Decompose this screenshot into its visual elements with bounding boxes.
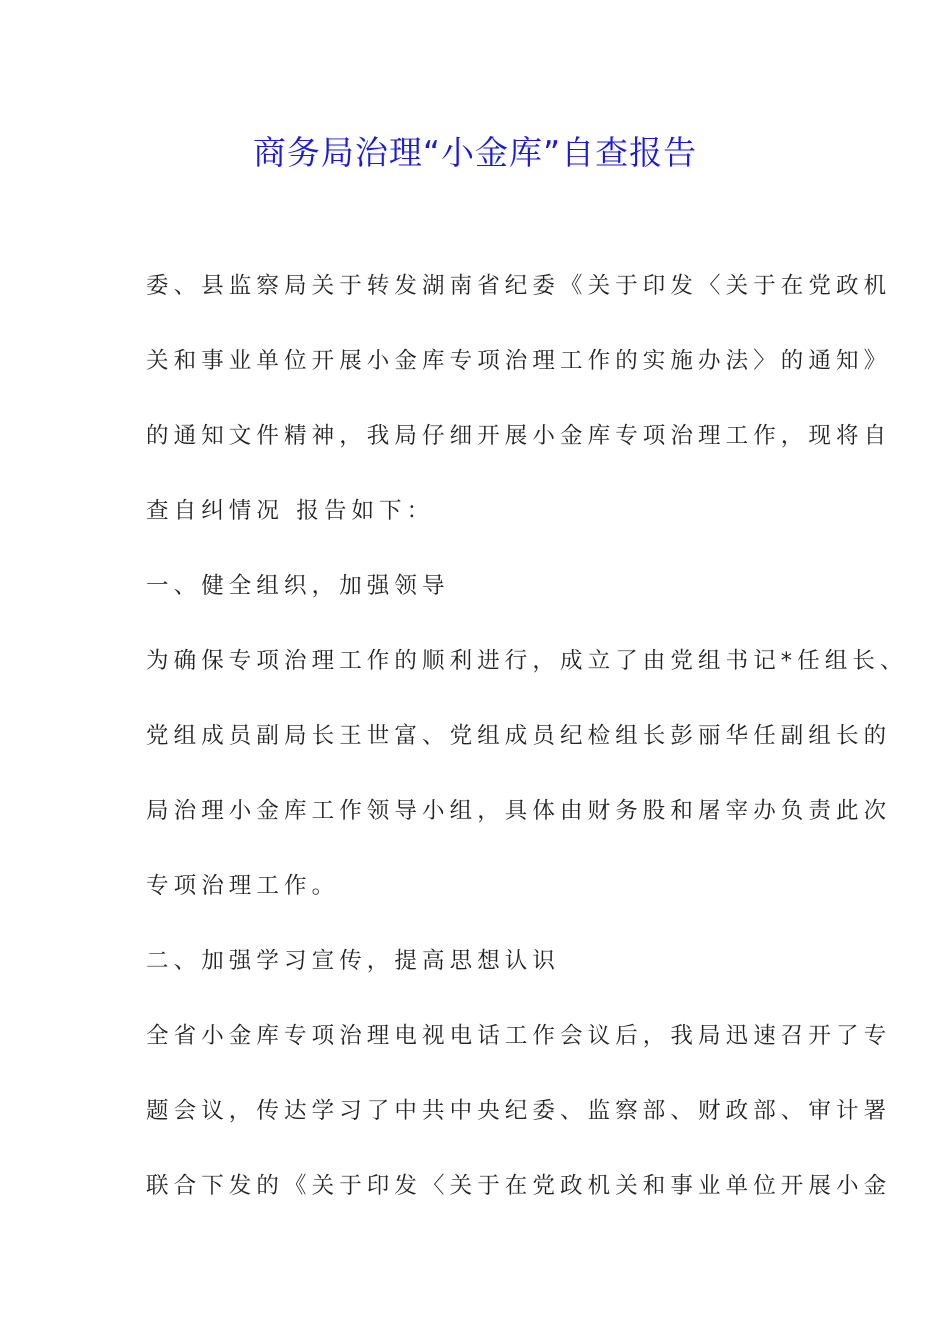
section-heading-2: 二、加强学习宣传，提高思想认识 xyxy=(146,948,561,974)
body-line-3: 的通知文件精神，我局仔细开展小金库专项治理工作，现将自 xyxy=(146,423,892,449)
body-line-8: 局治理小金库工作领导小组，具体由财务股和屠宰办负责此次 xyxy=(146,798,892,824)
body-line-9: 专项治理工作。 xyxy=(146,873,340,899)
document-body xyxy=(146,262,908,1237)
section-heading-1: 一、健全组织，加强领导 xyxy=(146,573,450,599)
body-line-13: 联合下发的《关于印发〈关于在党政机关和事业单位开展小金 xyxy=(146,1173,892,1199)
document-title: 商务局治理“小金库”自查报告 xyxy=(252,133,698,172)
body-line-12: 题会议，传达学习了中共中央纪委、监察部、财政部、审计署 xyxy=(146,1098,892,1124)
body-line-7: 党组成员副局长王世富、党组成员纪检组长彭丽华任副组长的 xyxy=(146,723,892,749)
body-line-11: 全省小金库专项治理电视电话工作会议后，我局迅速召开了专 xyxy=(146,1023,892,1049)
body-line-4: 查自纠情况 报告如下： xyxy=(146,498,435,524)
body-line-2: 关和事业单位开展小金库专项治理工作的实施办法〉的通知》 xyxy=(146,348,892,374)
body-line-1: 委、县监察局关于转发湖南省纪委《关于印发〈关于在党政机 xyxy=(146,273,892,299)
body-line-6: 为确保专项治理工作的顺利进行，成立了由党组书记*任组长、 xyxy=(146,648,908,674)
